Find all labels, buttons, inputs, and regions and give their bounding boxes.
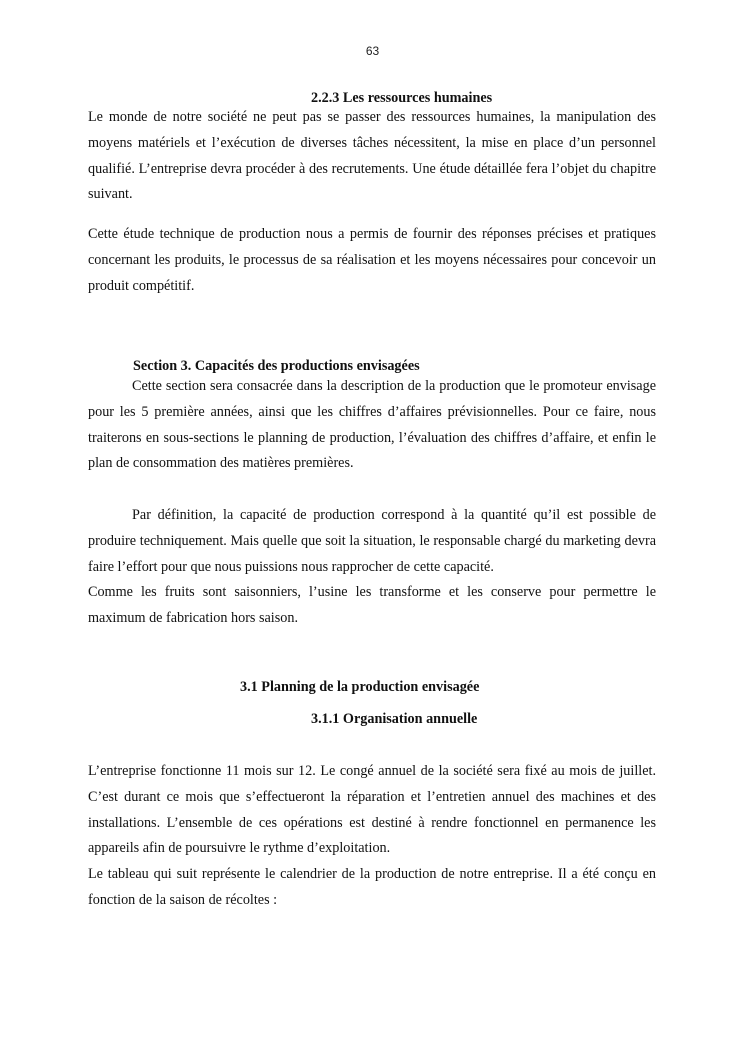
paragraph-text: Comme les fruits sont saisonniers, l’usine les transforme et les conserve pour permettre le maximum de fabrication hors saison. (88, 584, 656, 626)
page-number: 63 (365, 44, 380, 58)
heading-3-1-1: 3.1.1 Organisation annuelle (311, 711, 478, 727)
paragraph-text: Le tableau qui suit représente le calendrier de la production de notre entreprise. Il a été conçu en fonction de la saison de récoltes : (88, 866, 656, 908)
paragraph-production-calendar (88, 862, 656, 914)
paragraph-seasonal-fruits (88, 580, 656, 632)
paragraph-text: Par définition, la capacité de production correspond à la quantité qu’il est possible de produire techniquement. Mais quelle que soit la situation, le responsable chargé du marketing devra faire l’effort pour que nous puissions nous rapprocher de cette capacité. (88, 507, 656, 575)
paragraph-section-intro (88, 374, 656, 477)
heading-3-1: 3.1 Planning de la production envisagée (240, 679, 480, 695)
paragraph-annual-organisation (88, 759, 656, 862)
paragraph-technical-study (88, 222, 656, 299)
paragraph-capacity-definition (88, 503, 656, 580)
paragraph-text: Cette section sera consacrée dans la description de la production que le promoteur envisage pour les 5 première années, ainsi que les chiffres d’affaires prévisionnelles. Pour ce faire, nous traiterons en sous-sections le planning de production, l’évaluation des chiffres d’affaire, et enfin le plan de consommation des matières premières. (88, 378, 656, 472)
paragraph-text: Le monde de notre société ne peut pas se passer des ressources humaines, la manipulation des moyens matériels et l’exécution de diverses tâches nécessitent, la mise en place d’un personnel qualifié. L’entreprise devra procéder à des recrutements. Une étude détaillée fera l’objet du chapitre suivant. (88, 109, 656, 203)
heading-2-2-3: 2.2.3 Les ressources humaines (311, 90, 493, 106)
paragraph-text: Cette étude technique de production nous a permis de fournir des réponses précises et pratiques concernant les produits, le processus de sa réalisation et les moyens nécessaires pour concevoir un produit compétitif. (88, 226, 656, 294)
paragraph-text: L’entreprise fonctionne 11 mois sur 12. Le congé annuel de la société sera fixé au mois de juillet. C’est durant ce mois que s’effectueront la réparation et l’entretien annuel des machines et des installations. L’ensemble de ces opérations est destiné à rendre fonctionnel en permanence les appareils afin de poursuivre le rythme d’exploitation. (88, 763, 656, 857)
paragraph-human-resources (88, 105, 656, 208)
heading-section-3: Section 3. Capacités des productions envisagées (133, 358, 420, 374)
